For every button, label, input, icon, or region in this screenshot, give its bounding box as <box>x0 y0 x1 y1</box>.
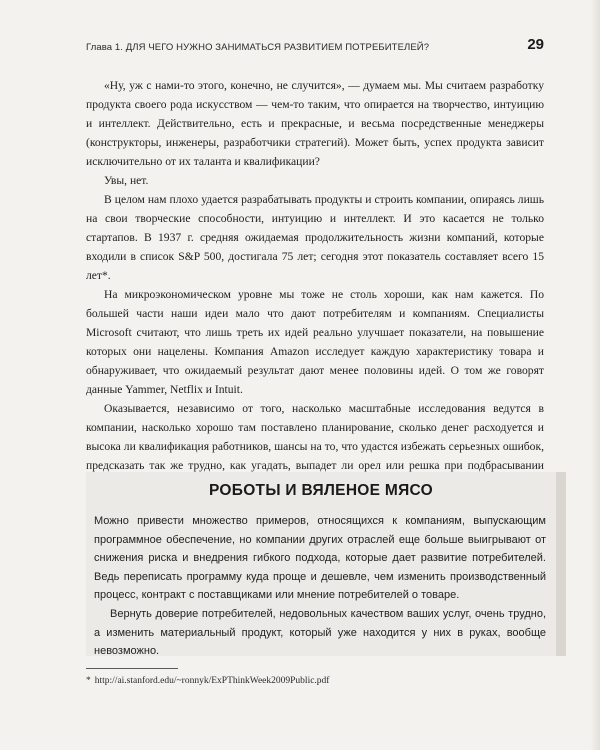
paragraph: Увы, нет. <box>104 174 149 187</box>
sidebar-box-paragraph: Можно привести множество примеров, относящихся к компаниям, выпускающим программное обеспечение, но компании других отраслей еще больше выигрывают от снижения риска и внедрения гибкого подхода, которые дает развитие потребителей. Ведь переписать программу куда проще и дешевле, чем изменить производственный процесс, контракт с поставщиками или мнение потребителей о товаре. <box>94 515 546 602</box>
page-header <box>86 36 544 58</box>
paragraph: «Ну, уж с нами-то этого, конечно, не случится», — думаем мы. Мы считаем разработку продукта своего рода искусством — чем-то таким, что опирается на творчество, интуицию и интеллект. Действительно, есть и прекрасные, и весьма посредственные менеджеры (конструкторы, инженеры, разработчики стратегий). Может быть, успех продукта зависит исключительно от их таланта и квалификации? <box>86 79 544 168</box>
main-text <box>86 76 544 494</box>
paragraph: В целом нам плохо удается разрабатывать продукты и строить компании, опираясь лишь на свои творческие способности, интуицию и интеллект. И это касается не только стартапов. В 1937 г. средняя ожидаемая продолжительность жизни компаний, которые входили в список S&P 500, достигала 75 лет; сегодня этот показатель составляет всего 15 лет*. <box>86 193 544 282</box>
page-edge-shadow <box>590 0 600 750</box>
sidebar-box-paragraph: Вернуть доверие потребителей, недовольных качеством ваших услуг, очень трудно, а изменить материальный продукт, который уже находится у них в руках, вообще невозможно. <box>94 607 546 658</box>
running-head: Глава 1. ДЛЯ ЧЕГО НУЖНО ЗАНИМАТЬСЯ РАЗВИТИЕМ ПОТРЕБИТЕЛЕЙ? <box>86 42 430 53</box>
sidebar-box-body <box>94 512 546 661</box>
footnote-divider <box>86 668 178 669</box>
footnote <box>86 676 546 686</box>
footnote-marker: * <box>86 676 91 686</box>
page-number: 29 <box>527 36 544 53</box>
sidebar-box <box>86 472 566 656</box>
paragraph: На микроэкономическом уровне мы тоже не столь хороши, как нам кажется. По большей части наши идеи мало что дают потребителям и компаниям. Специалисты Microsoft считают, что лишь треть их идей реально улучшает показатели, на повышение которых они нацелены. Компания Amazon исследует каждую характеристику товара и обнаруживает, что ожидаемый результат дают менее половины идей. О том же говорят данные Yammer, Netflix и Intuit. <box>86 288 544 396</box>
sidebar-box-title: РОБОТЫ И ВЯЛЕНОЕ МЯСО <box>208 482 434 499</box>
paragraph: Оказывается, независимо от того, насколько масштабные исследования ведутся в компании, насколько хорошо там поставлено планирование, сколько денег расходуется и высока ли квалификация работников, шансы на то, что удастся избежать серьезных ошибок, предсказать так же трудно, как угадать, выпадет ли орел или решка при подбрасывании <box>86 402 544 472</box>
footnote-link[interactable]: http://ai.stanford.edu/~ronnyk/ExPThinkWeek2009Public.pdf <box>94 676 330 686</box>
